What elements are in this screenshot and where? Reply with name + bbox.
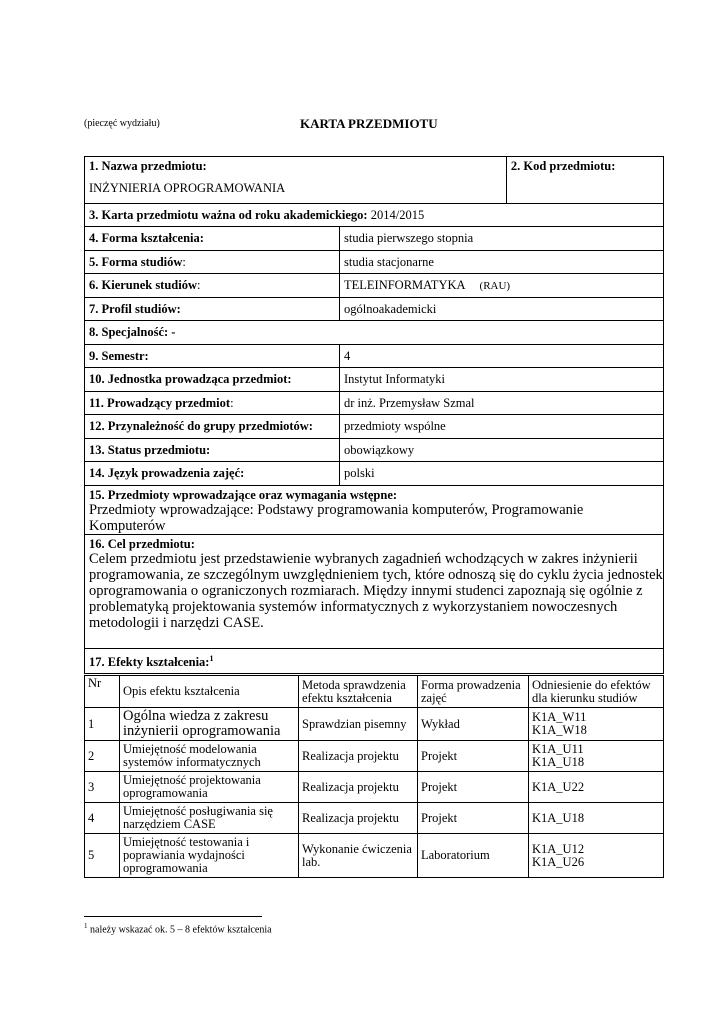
info-value: TELEINFORMATYKA [344, 277, 466, 292]
course-card-table [84, 156, 664, 674]
info-value-cell [340, 415, 664, 439]
info-label: 13. Status przedmiotu: [89, 442, 211, 457]
info-value-cell [340, 438, 664, 462]
info-label-cell [85, 462, 340, 486]
effects-header-method: Metoda sprawdzenia efektu kształcenia [299, 676, 418, 708]
effect-form: Wykład [418, 708, 529, 741]
info-label: 11. Prowadzący przedmiot [89, 395, 231, 410]
course-name-label: 1. Nazwa przedmiotu: [89, 159, 207, 173]
info-value: studia stacjonarne [344, 254, 434, 269]
info-label-cell [85, 250, 340, 274]
info-value: dr inż. Przemysław Szmal [344, 395, 475, 410]
effect-desc: Umiejętność posługiwania się narzędziem CASE [120, 803, 299, 834]
effect-nr: 5 [85, 834, 120, 878]
valid-year-cell [85, 204, 664, 227]
effect-ref-cell [529, 803, 664, 834]
effects-header-ref: Odniesienie do efektów dla kierunku studiów [529, 676, 664, 708]
valid-year-value: 2014/2015 [370, 208, 425, 222]
effect-ref: K1A_U12 [532, 841, 585, 856]
info-label-cell [85, 368, 340, 392]
info-value: polski [344, 466, 375, 481]
effects-table [84, 675, 664, 878]
effect-form: Projekt [418, 741, 529, 772]
info-label: 5. Forma studiów [89, 254, 183, 269]
effect-form: Projekt [418, 772, 529, 803]
info-value-extra: (RAU) [479, 279, 511, 292]
info-label-cell [85, 415, 340, 439]
info-value: studia pierwszego stopnia [344, 231, 474, 246]
effect-method: Sprawdzian pisemny [299, 708, 418, 741]
info-label-cell [85, 344, 340, 368]
info-label-cell [85, 227, 340, 251]
effect-desc: Ogólna wiedza z zakresu inżynierii oprogramowania [120, 708, 299, 741]
effects-label: 17. Efekty kształcenia: [89, 655, 210, 670]
info-label-suffix: : [230, 395, 234, 410]
info-value: obowiązkowy [344, 442, 415, 457]
effect-form: Projekt [418, 803, 529, 834]
info-label: 4. Forma kształcenia: [89, 231, 204, 246]
info-value-cell [340, 391, 664, 415]
goal-text: Celem przedmiotu jest przedstawienie wybranych zagadnień wchodzących w zakres inżynierii programowania, ze szczególnym uwzględnieniem tych, które odnoszą się do cyklu życia jednostek oprogramowania o ograniczonych rozmiarach. Między innymi studenci zapoznają się ogólnie z problematyką projektowania systemów informatycznych z wykorzystaniem nowoczesnych metodologii i narzędzi CASE. [89, 550, 663, 631]
info-value-cell [340, 368, 664, 392]
footnote-divider [84, 916, 262, 917]
effect-row [85, 803, 664, 834]
info-value-cell [340, 250, 664, 274]
info-value: 4 [344, 348, 351, 363]
info-value: przedmioty wspólne [344, 419, 446, 434]
effect-ref-cell [529, 741, 664, 772]
prerequisites-cell [85, 485, 664, 534]
effects-footnote-ref: 1 [209, 653, 214, 663]
effect-ref: K1A_U18 [532, 755, 585, 769]
info-label-cell [85, 274, 340, 298]
effect-ref: K1A_U26 [532, 854, 585, 869]
faculty-stamp-label: (pieczęć wydziału) [84, 118, 160, 129]
effect-ref: K1A_W11 [532, 710, 587, 724]
effect-desc: Umiejętność projektowania oprogramowania [120, 772, 299, 803]
info-label-cell [85, 438, 340, 462]
effect-ref: K1A_U18 [532, 810, 585, 825]
effect-ref: K1A_W18 [532, 723, 587, 737]
page-title: KARTA PRZEDMIOTU [300, 116, 438, 131]
info-label: 8. Specjalność: - [89, 325, 176, 340]
effects-header-desc: Opis efektu kształcenia [120, 676, 299, 708]
effect-ref: K1A_U22 [532, 779, 585, 794]
footnote [84, 922, 272, 935]
effect-method: Realizacja projektu [299, 772, 418, 803]
info-value-cell [340, 227, 664, 251]
effect-desc: Umiejętność testowania i poprawiania wydajności oprogramowania [120, 834, 299, 878]
info-label: 10. Jednostka prowadząca przedmiot: [89, 372, 292, 387]
footnote-text: należy wskazać ok. 5 – 8 efektów kształcenia [87, 924, 272, 936]
effect-method: Wykonanie ćwiczenia lab. [299, 834, 418, 878]
info-label: 6. Kierunek studiów [89, 278, 198, 293]
info-label: 14. Język prowadzenia zajęć: [89, 466, 245, 481]
course-code-cell [506, 157, 663, 204]
effects-header-form: Forma prowadzenia zajęć [418, 676, 529, 708]
effect-row [85, 834, 664, 878]
info-value: ogólnoakademicki [344, 301, 437, 316]
info-label-cell [85, 297, 340, 321]
effect-ref-cell [529, 834, 664, 878]
info-label-suffix: : [197, 278, 201, 293]
prerequisites-text: Przedmioty wprowadzające: Podstawy programowania komputerów, Programowanie Komputerów [89, 501, 584, 534]
effect-row [85, 772, 664, 803]
effects-header-nr: Nr [85, 676, 120, 708]
effect-method: Realizacja projektu [299, 803, 418, 834]
effect-ref: K1A_U11 [532, 742, 584, 756]
effect-nr: 2 [85, 741, 120, 772]
info-label: 9. Semestr: [89, 348, 149, 363]
effect-ref-cell [529, 708, 664, 741]
effect-row [85, 708, 664, 741]
info-label-cell [85, 321, 664, 345]
effect-desc: Umiejętność modelowania systemów informatycznych [120, 741, 299, 772]
effect-form: Laboratorium [418, 834, 529, 878]
effect-nr: 1 [85, 708, 120, 741]
info-value-cell [340, 344, 664, 368]
effect-row [85, 741, 664, 772]
effect-nr: 3 [85, 772, 120, 803]
info-value: Instytut Informatyki [344, 372, 446, 387]
info-label: 7. Profil studiów: [89, 301, 181, 316]
info-value-cell [340, 274, 664, 298]
info-value-cell [340, 462, 664, 486]
footnote-marker: 1 [84, 922, 88, 930]
effect-method: Realizacja projektu [299, 741, 418, 772]
info-value-cell [340, 297, 664, 321]
effect-nr: 4 [85, 803, 120, 834]
info-label-cell [85, 391, 340, 415]
course-name-value: INŻYNIERIA OPROGRAMOWANIA [89, 181, 286, 195]
course-code-label: 2. Kod przedmiotu: [510, 159, 616, 173]
info-label: 12. Przynależność do grupy przedmiotów: [89, 419, 313, 434]
effect-ref-cell [529, 772, 664, 803]
goal-cell [85, 534, 664, 648]
course-name-cell [85, 157, 507, 204]
effects-title-cell [85, 648, 664, 673]
goal-label: 16. Cel przedmiotu: [89, 536, 195, 551]
prerequisites-label: 15. Przedmioty wprowadzające oraz wymagania wstępne: [89, 487, 398, 502]
valid-year-label: 3. Karta przedmiotu ważna od roku akademickiego: [89, 208, 368, 222]
info-label-suffix: : [182, 254, 186, 269]
